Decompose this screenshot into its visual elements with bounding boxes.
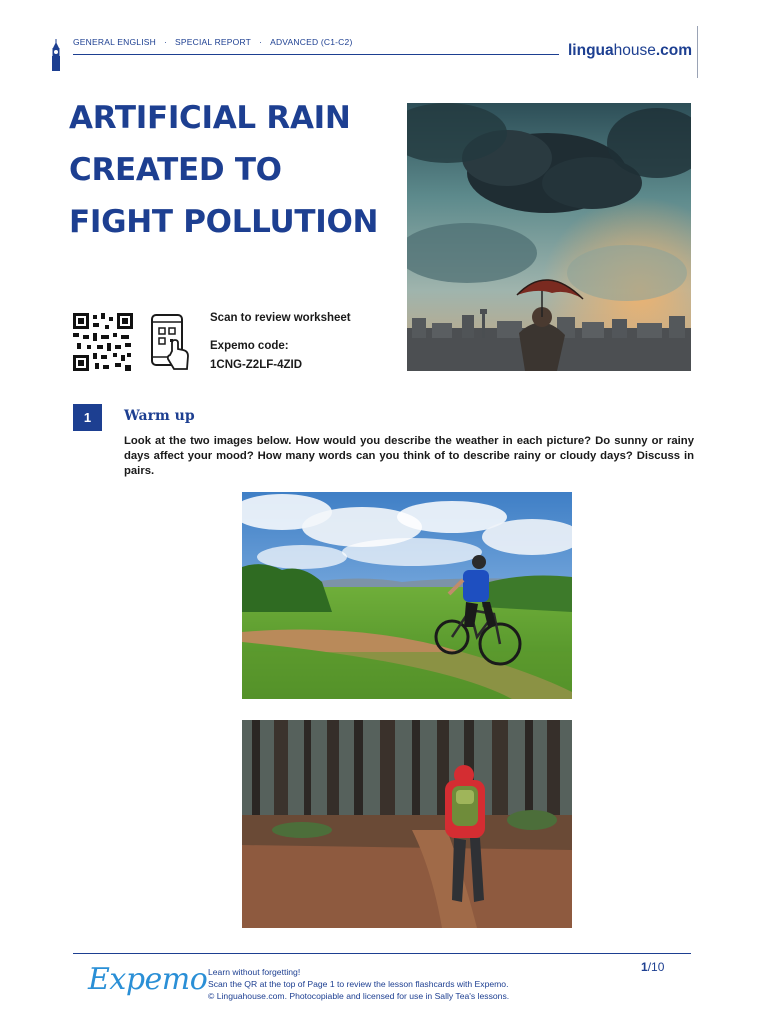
- crumb-separator: ·: [259, 37, 263, 47]
- scan-instruction: Scan to review worksheet: [210, 312, 351, 324]
- rainy-hiker-photo: [242, 720, 572, 928]
- breadcrumb: [73, 37, 352, 47]
- page-title: [69, 92, 399, 248]
- expemo-code-value: 1CNG-Z2LF-4ZID: [210, 359, 302, 371]
- header-rule: [73, 54, 559, 55]
- section-instructions: Look at the two images below. How would you describe the weather in each picture? Do sunny or rainy days affect your mood? How many words can you think of to describe rainy or cloudy days? Discuss in pairs.: [124, 435, 694, 477]
- crumb-course: GENERAL ENGLISH: [73, 37, 156, 47]
- crumb-type: SPECIAL REPORT: [175, 37, 252, 47]
- footer-copyright: © Linguahouse.com. Photocopiable and licensed for use in Sally Tea's lessons.: [208, 991, 510, 1001]
- footer-rule: [73, 953, 691, 954]
- qr-code-icon[interactable]: [73, 313, 133, 371]
- page-total: /10: [647, 960, 665, 974]
- header-divider: [697, 26, 698, 78]
- page-current: 1: [641, 960, 648, 974]
- section-number: 1: [73, 404, 102, 431]
- big-ben-icon: [50, 39, 62, 71]
- page-number: [641, 960, 664, 974]
- crumb-level: ADVANCED (C1-C2): [270, 37, 353, 47]
- title-line: ARTIFICIAL RAIN: [69, 100, 351, 136]
- expemo-code-label: Expemo code:: [210, 340, 289, 352]
- title-line: FIGHT POLLUTION: [69, 204, 379, 240]
- linguahouse-logo[interactable]: linguahouse.com: [568, 42, 693, 59]
- footer-text: [208, 966, 509, 1002]
- title-line: CREATED TO: [69, 152, 282, 188]
- expemo-logo[interactable]: Expemo: [88, 962, 208, 997]
- footer-tagline: Learn without forgetting!: [208, 967, 301, 977]
- hero-storm-image: [407, 103, 691, 371]
- sunny-cyclist-photo: [242, 492, 572, 699]
- section-title: Warm up: [124, 408, 195, 424]
- crumb-separator: ·: [164, 37, 168, 47]
- footer-scan-note: Scan the QR at the top of Page 1 to review the lesson flashcards with Expemo.: [208, 979, 509, 989]
- phone-scan-icon: [150, 313, 192, 371]
